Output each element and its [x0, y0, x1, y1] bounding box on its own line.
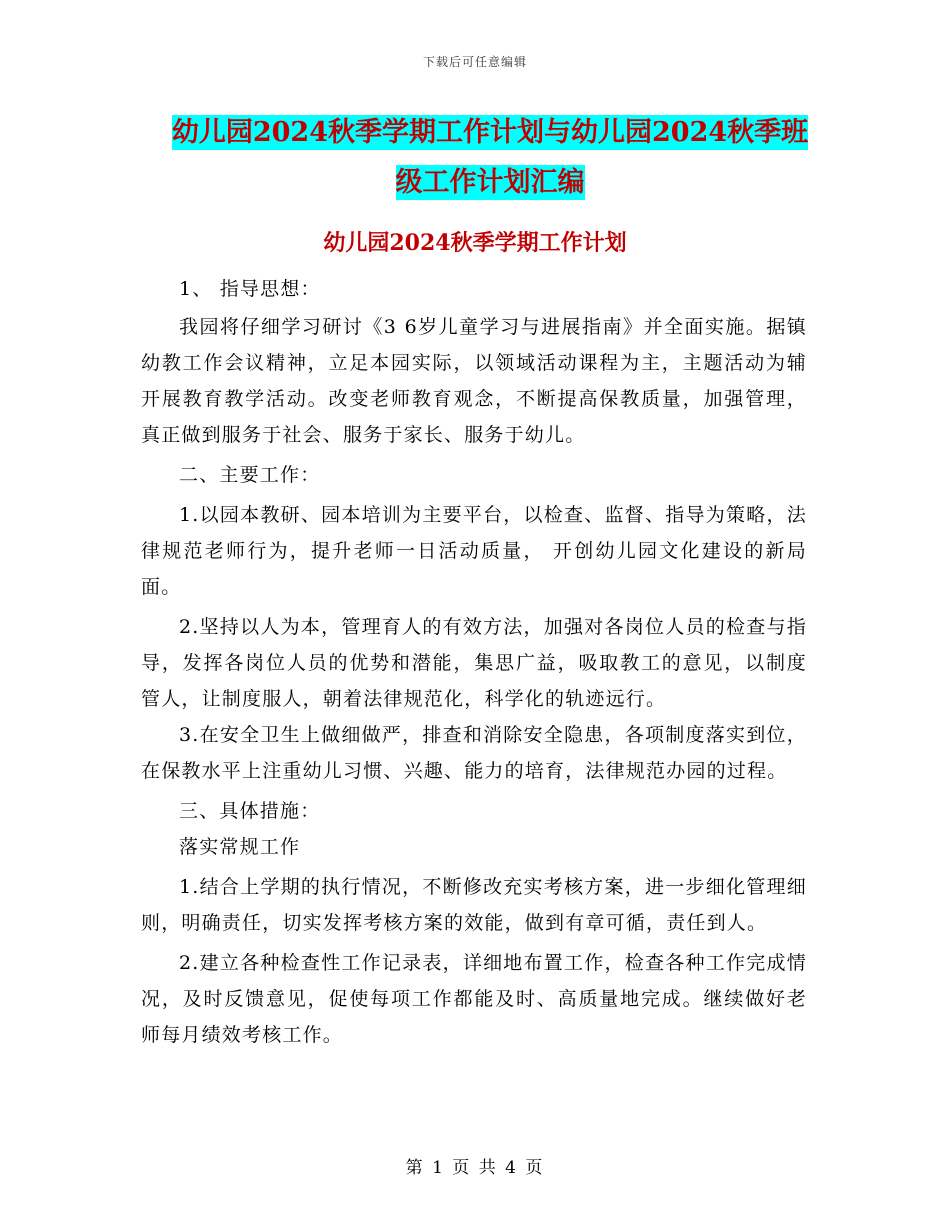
paragraph: 1.结合上学期的执行情况，不断修改充实考核方案，进一步细化管理细则，明确责任，切实发挥考核方案的效能，做到有章可循，责任到人。 [141, 876, 807, 934]
heading-guiding-thought: 1、 指导思想： [179, 278, 321, 300]
document-title-line-1: 幼儿园2024秋季学期工作计划与幼儿园2024秋季班 [171, 117, 809, 148]
page-footer: 第 1 页 共 4 页 [405, 1158, 545, 1178]
paragraph: 我园将仔细学习研讨《3 6岁儿童学习与进展指南》并全面实施。据镇幼教工作会议精神，立足本园实际，以领域活动课程为主，主题活动为辅开展教育教学活动。改变老师教育观念，不断提高保教质量，加强管理，真正做到服务于社会、服务于家长、服务于幼儿。 [141, 316, 807, 446]
paragraph: 2.坚持以人为本，管理育人的有效方法，加强对各岗位人员的检查与指导，发挥各岗位人员的优势和潜能，集思广益，吸取教工的意见，以制度管人，让制度服人，朝着法律规范化，科学化的轨迹远行。 [141, 616, 807, 710]
document-title [170, 108, 810, 208]
document-title-line-2: 级工作计划汇编 [395, 167, 585, 198]
paragraph: 2.建立各种检查性工作记录表，详细地布置工作，检查各种工作完成情况，及时反馈意见，促使每项工作都能及时、高质量地完成。继续做好老师每月绩效考核工作。 [141, 952, 807, 1046]
heading-specific-measures: 三、具体措施： [179, 800, 321, 822]
document-body [141, 271, 807, 1053]
subheading-routine-work: 落实常规工作 [179, 836, 301, 858]
heading-main-work: 二、主要工作： [179, 464, 321, 486]
paragraph: 1.以园本教研、园本培训为主要平台，以检查、监督、指导为策略，法律规范老师行为，提升老师一日活动质量， 开创幼儿园文化建设的新局面。 [141, 504, 807, 598]
paragraph: 3.在安全卫生上做细做严，排查和消除安全隐患，各项制度落实到位，在保教水平上注重幼儿习惯、兴趣、能力的培育，法律规范办园的过程。 [141, 724, 807, 782]
section-title: 幼儿园2024秋季学期工作计划 [323, 230, 627, 256]
header-note: 下载后可任意编辑 [422, 55, 527, 69]
